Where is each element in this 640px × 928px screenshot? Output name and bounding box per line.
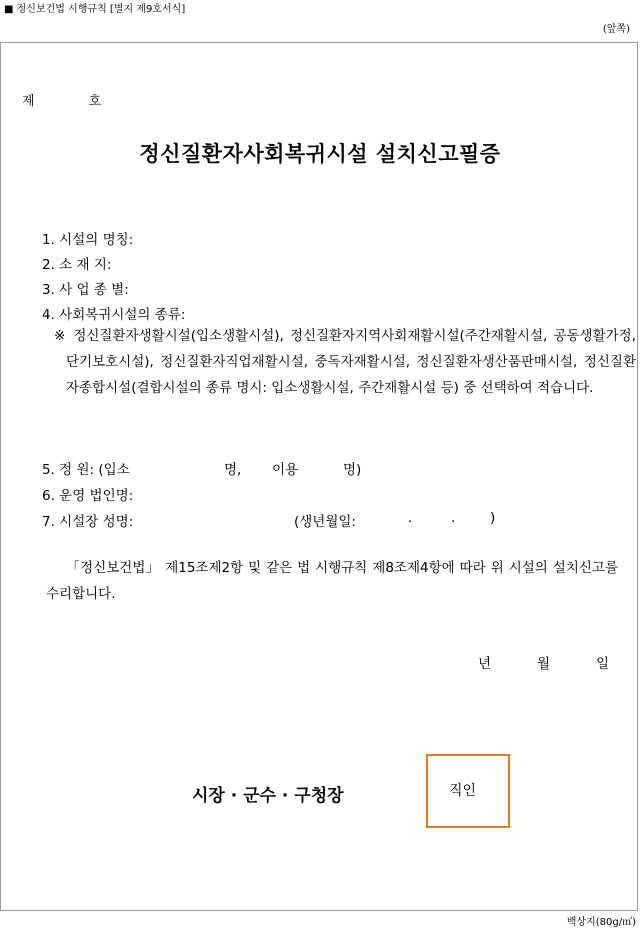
document-number: 제 호 — [22, 94, 102, 109]
page-side-label: (앞쪽) — [602, 24, 630, 35]
facility-type-field: 4. 사회복귀시설의 종류: — [42, 307, 186, 323]
date-year: 년 — [478, 656, 492, 672]
operating-corporation-field: 6. 운영 법인명: — [42, 488, 134, 504]
acceptance-statement: 「정신보건법」 제15조제2항 및 같은 법 시행규칙 제8조제4항에 따라 위 시설의 설치신고를 수리합니다. — [46, 560, 618, 602]
facility-name-field: 1. 시설의 명칭: — [42, 232, 134, 248]
birthdate-separator-2: . — [451, 510, 456, 526]
official-seal-label: 직인 — [449, 783, 477, 799]
issuing-authority: 시장 · 군수 · 구청장 — [192, 786, 344, 806]
birthdate-separator-1: . — [408, 510, 413, 526]
birthdate-close: ) — [490, 510, 496, 526]
date-month: 월 — [537, 656, 551, 672]
capacity-label: 5. 정 원: (입소 — [42, 462, 130, 478]
capacity-use-unit: 명) — [343, 462, 362, 478]
form-reference-label: ■ 정신보건법 시행규칙 [별지 제9호서식] — [4, 4, 186, 15]
paper-spec: 백상지(80g/㎡) — [566, 917, 636, 928]
director-name-field: 7. 시설장 성명: — [42, 514, 134, 530]
location-field: 2. 소 재 지: — [42, 257, 112, 273]
birthdate-label: (생년월일: — [294, 514, 356, 530]
business-type-field: 3. 사 업 종 별: — [42, 282, 129, 298]
facility-type-note: ※ 정신질환자생활시설(입소생활시설), 정신질환자지역사회재활시설(주간재활시설, 공동생활가정, 단기보호시설), 정신질환자직업재활시설, 중독자재활시설, 정신질환자생산품판매시설, 정신질환자종합시설(결합시설의 종류 명시: 입소생활시설, 주간재활시설 등) 중 선택하여 적습니다. — [54, 328, 636, 396]
capacity-admission-unit: 명, — [224, 462, 242, 478]
document-title: 정신질환자사회복귀시설 설치신고필증 — [139, 142, 501, 166]
date-day: 일 — [596, 656, 610, 672]
capacity-use-label: 이용 — [272, 462, 299, 478]
